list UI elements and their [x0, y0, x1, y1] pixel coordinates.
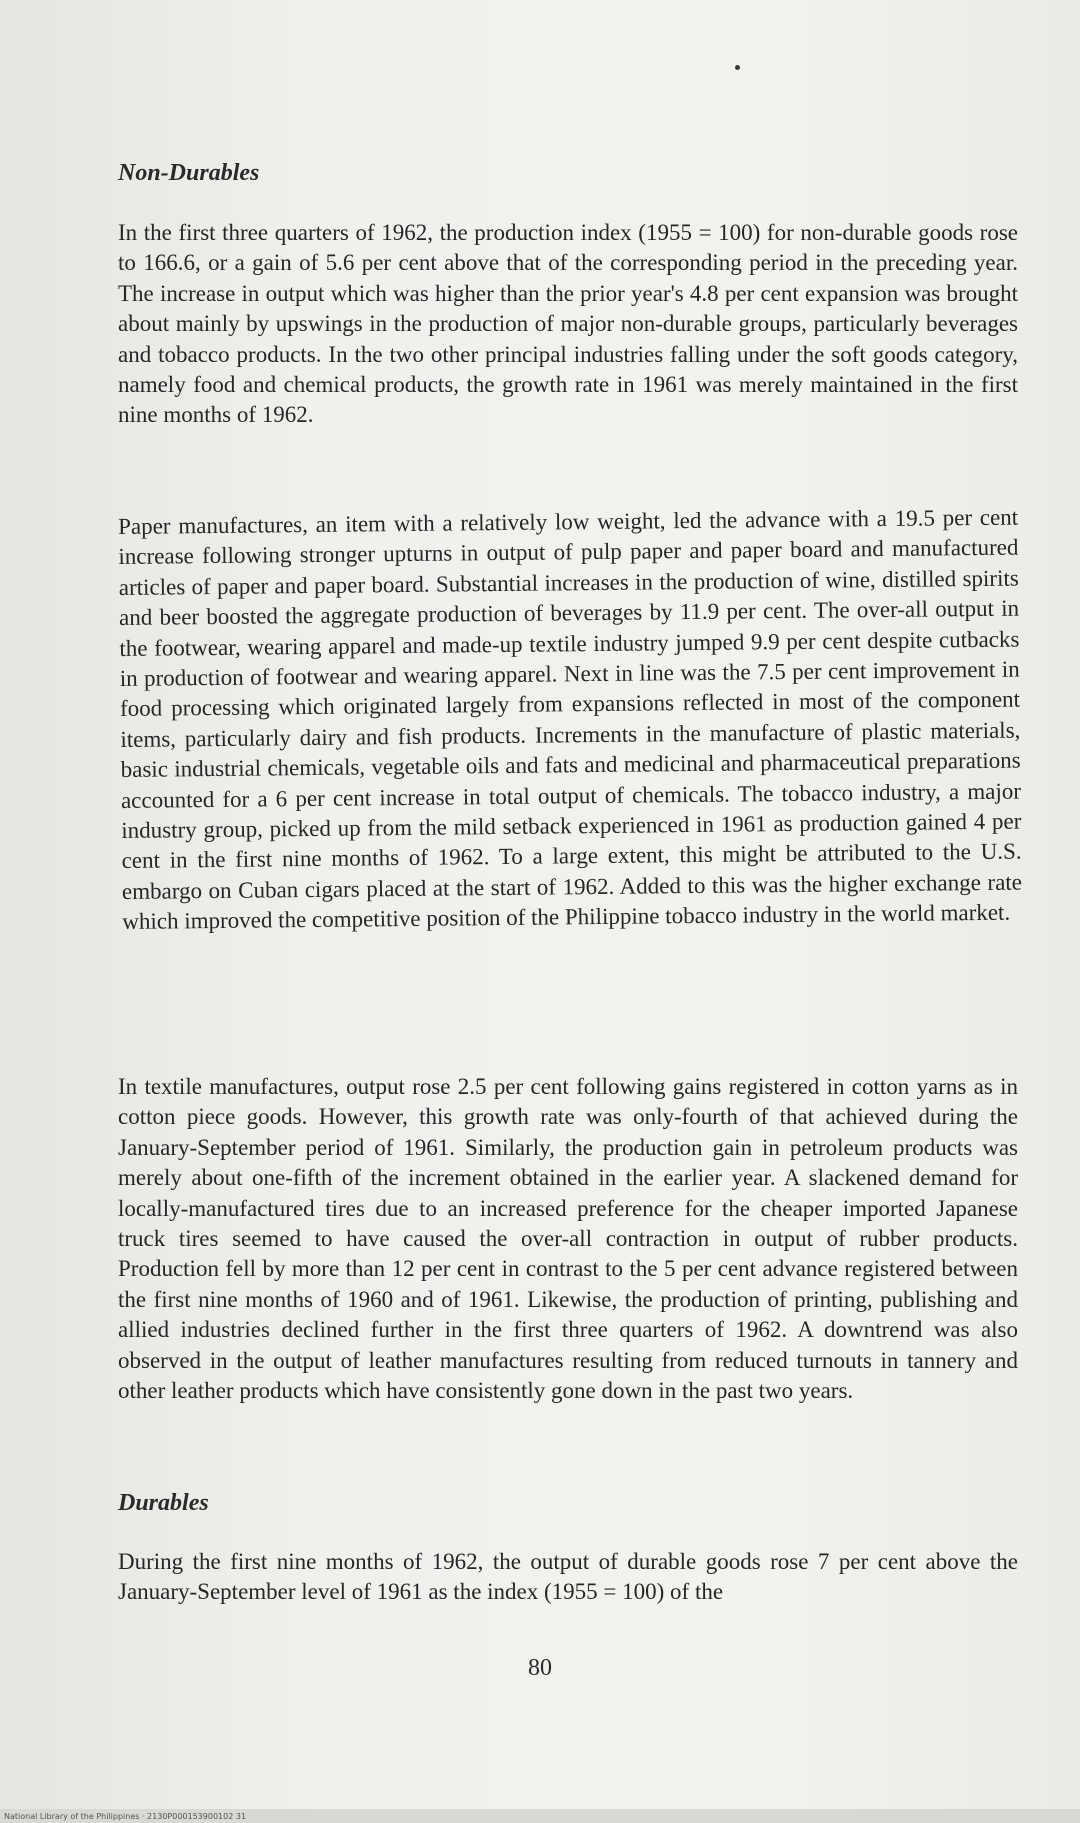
- paragraph-production-index: In the first three quarters of 1962, the production index (1955 = 100) for non-durable goods rose to 166.6, or a gain of 5.6 per cent above that of the corresponding period in the preceding year. The increase in output which was higher than the prior year's 4.8 per cent expansion was brought about mainly by upswings in the production of major non-durable groups, particularly beverages and tobacco products. In the two other principal industries falling under the soft goods category, namely food and chemical products, the growth rate in 1961 was merely maintained in the first nine months of 1962.: [118, 220, 1018, 428]
- page-number: 80: [528, 1655, 552, 1681]
- section-heading-durables: Durables: [118, 1490, 209, 1516]
- ink-speck: [735, 65, 740, 70]
- scan-footer: [0, 1809, 1080, 1823]
- section-heading-non-durables: Non-Durables: [118, 160, 260, 186]
- scan-footer-text: National Library of the Philippines · 2130P000153900102 31: [4, 1812, 247, 1821]
- paragraph-paper-manufactures: Paper manufactures, an item with a relatively low weight, led the advance with a 19.5 per cent increase following stronger upturns in output of pulp paper and paper board and manufactured articles of paper and paper board. Substantial increases in the production of wine, distilled spirits and beer boosted the aggregate production of beverages by 11.9 per cent. The over-all output in the footwear, wearing apparel and made-up textile industry jumped 9.9 per cent despite cutbacks in production of footwear and wearing apparel. Next in line was the 7.5 per cent improvement in food processing which originated largely from expansions reflected in most of the component items, particularly dairy and fish products. Increments in the manufacture of plastic materials, basic industrial chemicals, vegetable oils and fats and medicinal and pharmaceutical preparations accounted for a 6 per cent increase in total output of chemicals. The tobacco industry, a major industry group, picked up from the mild setback experienced in 1961 as production gained 4 per cent in the first nine months of 1962. To a large extent, this might be attributed to the U.S. embargo on Cuban cigars placed at the start of 1962. Added to this was the higher exchange rate which improved the competitive position of the Philippine tobacco industry in the world market.: [118, 504, 1023, 935]
- paragraph-textile-manufactures: In textile manufactures, output rose 2.5 per cent following gains registered in cotton yarns as in cotton piece goods. However, this growth rate was only-fourth of that achieved during the January-September period of 1961. Similarly, the production gain in petroleum products was merely about one-fifth of the increment obtained in the earlier year. A slackened demand for locally-manufactured tires due to an increased preference for the cheaper imported Japanese truck tires seemed to have caused the over-all contraction in output of rubber products. Production fell by more than 12 per cent in contrast to the 5 per cent advance registered between the first nine months of 1960 and of 1961. Likewise, the production of printing, publishing and allied industries declined further in the first three quarters of 1962. A downtrend was also observed in the output of leather manufactures resulting from reduced turnouts in tannery and other leather products which have consistently gone down in the past two years.: [118, 1074, 1018, 1404]
- paragraph-durable-goods: During the first nine months of 1962, the output of durable goods rose 7 per cent above the January-September level of 1961 as the index (1955 = 100) of the: [118, 1549, 1018, 1605]
